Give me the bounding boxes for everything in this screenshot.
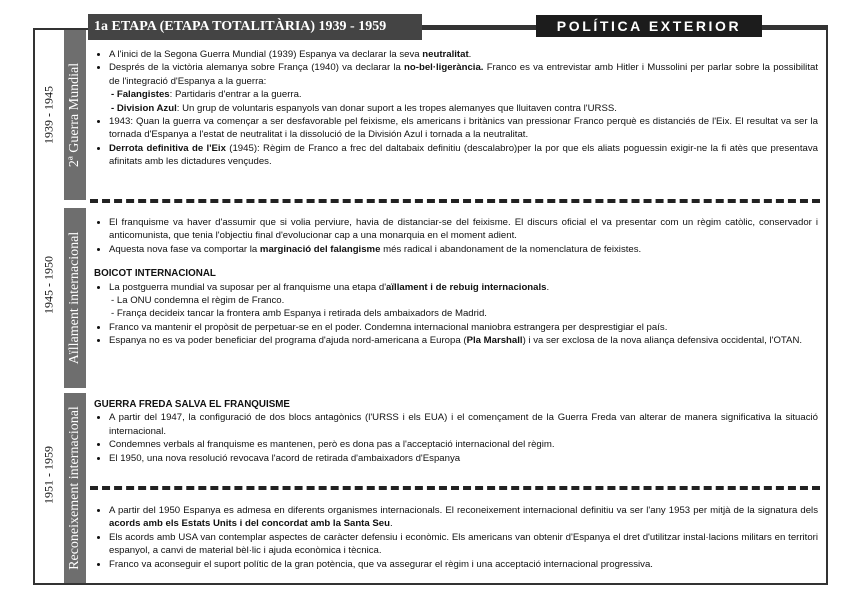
list-item: • El franquisme va haver d'assumir que si volia perviure, havia de distanciar-se del feixisme. El discurs oficial el va presentar com un règim catòlic, conservador i anticomunista, que tenia l'objectiu final d'evolucionar cap a una monarquia en el moment adient. <box>109 216 818 243</box>
years-1951-1959: 1951 - 1959 <box>41 446 56 504</box>
list-item: • Els acords amb USA van contemplar aspectes de caràcter defensiu i econòmic. Els americans van obtenir d'Espanya el dret d'utilitzar instal·lacions militars en territori espanyol, a canvi de material bèl·lic i ajuda econòmica i tècnica. <box>109 531 818 558</box>
stage-title: 1a ETAPA (ETAPA TOTALITÀRIA) 1939 - 1959 <box>88 14 422 40</box>
sub-item: - La ONU condemna el règim de Franco. <box>111 295 285 307</box>
list-item: • 1943: Quan la guerra va començar a ser desfavorable pel feixisme, els americans i britànics van pressionar Franco perquè es distanciés de l'Eix. El resultat va ser la tornada d'Espanya a l'estat de neutralitat i la dissolució de la División Azul i tornada a la neutralitat. <box>109 115 818 142</box>
section-separator <box>90 199 820 203</box>
years-1945-1950: 1945 - 1950 <box>41 256 56 314</box>
list-item: • Franco va mantenir el propòsit de perpetuar-se en el poder. Condemna internacional maniobra estrangera per desprestigiar el país. <box>109 321 818 334</box>
section-separator <box>90 486 820 490</box>
list-item: • Derrota definitiva de l'Eix (1945): Règim de Franco a frec del daltabaix definitiu (descalabro)per la por que els aliats poguessin exigir-ne la fi atès que presentava afinitats amb les dictadures vençudes. <box>109 142 818 169</box>
section-heading: GUERRA FREDA SALVA EL FRANQUISME <box>94 399 290 410</box>
list-item: • La postguerra mundial va suposar per al franquisme una etapa d'aïllament i de rebuig internacionals. - La ONU condemna el règim de Franco. - França decideix tancar la frontera amb Espanya i retirada dels ambaixadors de Madrid. <box>109 281 818 321</box>
list-item: • A partir del 1950 Espanya es admesa en diferents organismes internacionals. El reconeixement internacional definitiu va ser l'any 1953 per mitjà de la signatura dels acords amb els Estats Units i del concordat amb la Santa Seu. <box>109 504 818 531</box>
section-heading: BOICOT INTERNACIONAL <box>94 268 216 280</box>
top-rule <box>422 25 536 28</box>
list-item: • A partir del 1947, la configuració de dos blocs antagònics (l'URSS i els EUA) i el començament de la Guerra Freda van alterar de manera significativa la situació internacional. <box>109 411 818 438</box>
list-item: • Aquesta nova fase va comportar la marginació del falangisme més radical i abandonament de la nomenclatura de feixistes. <box>109 243 818 256</box>
section-cold-war <box>94 398 818 465</box>
list-item: • A l'inici de la Segona Guerra Mundial (1939) Espanya va declarar la seva neutralitat. <box>109 48 818 61</box>
sub-item: - França decideix tancar la frontera amb Espanya i retirada dels ambaixadors de Madrid. <box>111 308 487 320</box>
sub-item: - Division Azul: Un grup de voluntaris espanyols van donar suport a les tropes alemanyes que lluitaven contra l'URSS. <box>111 102 617 114</box>
section-recognition <box>94 504 818 571</box>
list-item: • Espanya no es va poder beneficiar del programa d'ajuda nord-americana a Europa (Pla Marshall) i va ser exclosa de la nova aliança defensiva occidental, l'OTAN. <box>109 334 818 347</box>
band-recognition: Reconeixement internacional <box>64 393 86 583</box>
list-item: • Després de la victòria alemanya sobre França (1940) va declarar la no-bel·ligerància. Franco es va entrevistar amb Hitler i Mussolini per parlar sobre la possibilitat de l'integració d'Espanya a la guerra: - Falangistes: Partidaris d'entrar a la guerra. - Division Azul: Un grup de voluntaris espanyols van donar suport a les tropes alemanyes que lluitaven contra l'URSS. <box>109 61 818 115</box>
topic-title: POLÍTICA EXTERIOR <box>536 15 762 37</box>
section-isolation <box>94 216 818 348</box>
list-item: • El 1950, una nova resolució revocava l'acord de retirada d'ambaixadors d'Espanya <box>109 452 818 465</box>
list-item: • Condemnes verbals al franquisme es mantenen, però es dona pas a l'acceptació internacional del règim. <box>109 438 818 451</box>
sub-item: - Falangistes: Partidaris d'entrar a la guerra. <box>111 89 302 101</box>
years-1939-1945: 1939 - 1945 <box>41 86 56 144</box>
top-rule-right <box>762 25 828 28</box>
band-ww2: 2ª Guerra Mundial <box>64 30 86 200</box>
list-item: • Franco va aconseguir el suport polític de la gran potència, que va assegurar el règim i una acceptació internacional progressiva. <box>109 558 818 571</box>
band-isolation: Aïllament internacional <box>64 208 86 388</box>
section-ww2 <box>94 48 818 169</box>
